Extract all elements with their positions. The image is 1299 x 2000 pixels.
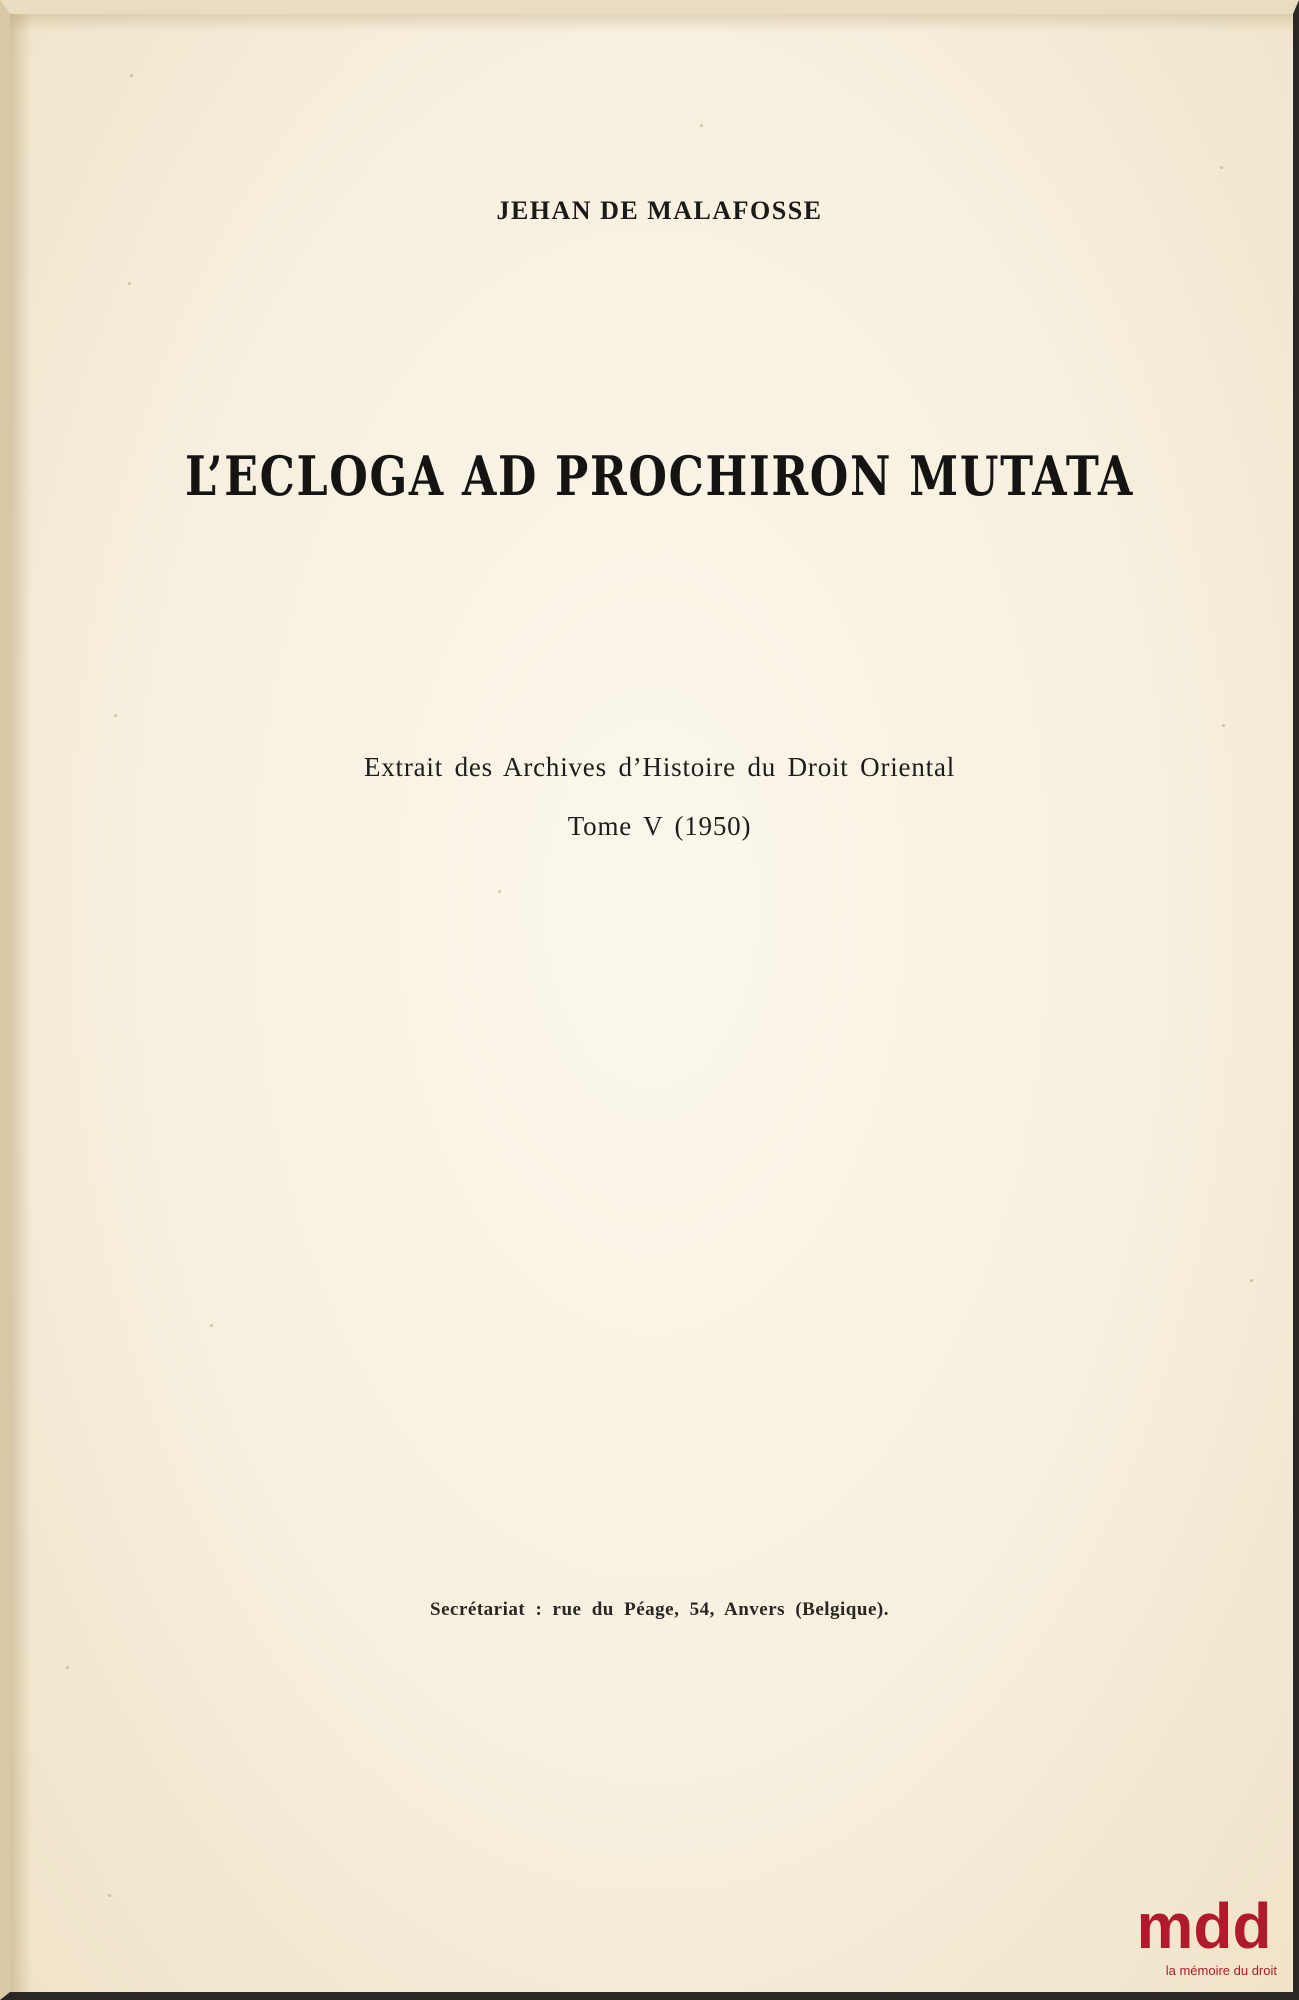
author-name: JEHAN DE MALAFOSSE [496,196,823,225]
tome-line: Tome V (1950) [567,811,752,841]
secretariat-line: Secrétariat : rue du Péage, 54, Anvers (Belgique). [430,1599,889,1620]
paper-speck [130,74,133,77]
mdd-logo-letters: mdd [1136,1890,1272,1958]
mdd-logo-mark [1129,1888,1279,1958]
paper-speck [114,714,117,717]
paper-speck [498,890,501,893]
paper-speck [210,1324,213,1327]
document-title: L’ECLOGA AD PROCHIRON MUTATA [184,444,1135,508]
paper-speck [128,282,131,285]
mdd-logo [1129,1890,1279,1980]
mdd-logo-caption: la mémoire du droit [1165,1963,1277,1978]
paper-speck [66,1666,69,1669]
paper-speck [108,1894,111,1897]
page-edge-shadow [10,14,32,1992]
extract-line: Extrait des Archives d’Histoire du Droit Oriental [363,752,956,782]
paper-speck [1222,724,1225,727]
page-top-shadow [10,14,1293,32]
paper-speck [1220,166,1223,169]
paper-speck [1250,1279,1253,1282]
paper-speck [700,124,703,127]
